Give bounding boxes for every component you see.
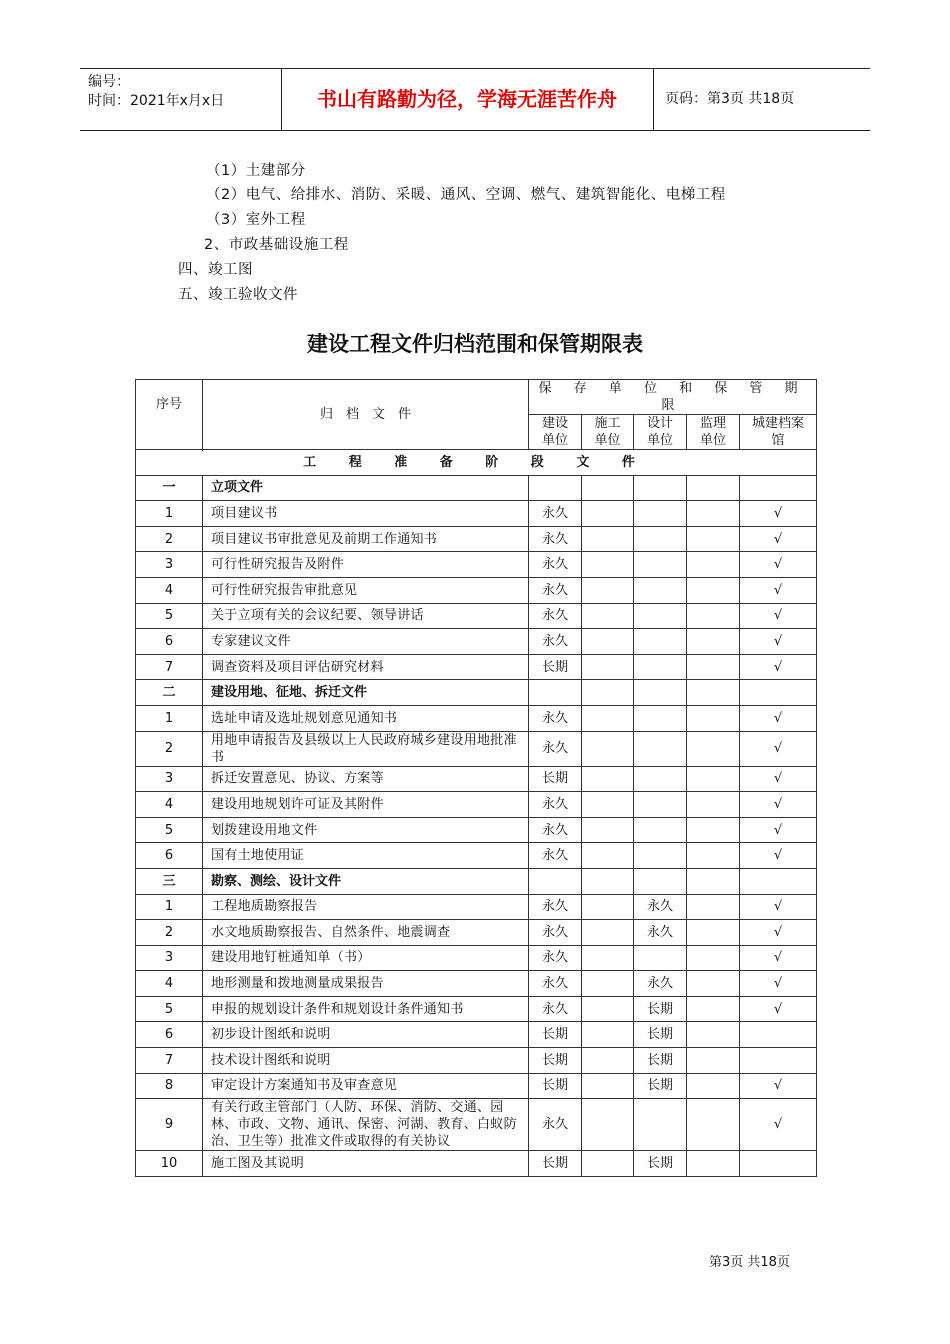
table-row: [136, 945, 817, 971]
header-meta: [88, 73, 224, 111]
cell-design: [634, 792, 687, 818]
outline-item: 四、竣工图: [178, 262, 253, 278]
cell-builder: [582, 996, 634, 1022]
cell-supervision: [687, 1073, 740, 1099]
row-document: 审定设计方案通知书及审查意见: [203, 1073, 529, 1099]
row-number: 3: [136, 945, 203, 971]
cell-archive: √: [740, 843, 817, 869]
section-row: [136, 475, 817, 501]
cell-construction: 永久: [529, 996, 582, 1022]
cell-archive: √: [740, 792, 817, 818]
cell-supervision: [687, 945, 740, 971]
row-number: 1: [136, 501, 203, 527]
cell-design: [634, 705, 687, 731]
cell-design: [634, 552, 687, 578]
cell-supervision: [687, 1022, 740, 1048]
row-document: 国有土地使用证: [203, 843, 529, 869]
unit-header-design: 设计 单位: [634, 415, 687, 450]
cell-builder: [582, 577, 634, 603]
empty-cell: [687, 680, 740, 706]
cell-supervision: [687, 705, 740, 731]
unit-header-supervision: 监理 单位: [687, 415, 740, 450]
cell-construction: 永久: [529, 843, 582, 869]
cell-supervision: [687, 577, 740, 603]
row-number: 5: [136, 603, 203, 629]
cell-archive: √: [740, 996, 817, 1022]
unit-header-archive: 城建档案 馆: [740, 415, 817, 450]
row-document: 建设用地规划许可证及其附件: [203, 792, 529, 818]
cell-archive: [740, 1022, 817, 1048]
row-number: 5: [136, 996, 203, 1022]
table-row: [136, 705, 817, 731]
cell-builder: [582, 629, 634, 655]
empty-cell: [687, 475, 740, 501]
cell-archive: √: [740, 920, 817, 946]
cell-design: 长期: [634, 1151, 687, 1177]
cell-design: 长期: [634, 1022, 687, 1048]
cell-construction: 长期: [529, 1048, 582, 1074]
cell-supervision: [687, 817, 740, 843]
cell-builder: [582, 552, 634, 578]
row-number: 8: [136, 1073, 203, 1099]
table-row: [136, 766, 817, 792]
row-number: 1: [136, 705, 203, 731]
cell-design: 永久: [634, 894, 687, 920]
row-document: 建设用地钉桩通知单（书）: [203, 945, 529, 971]
cell-builder: [582, 945, 634, 971]
section-number: 三: [136, 868, 203, 894]
row-document: 水文地质勘察报告、自然条件、地震调查: [203, 920, 529, 946]
row-document: 施工图及其说明: [203, 1151, 529, 1177]
section-title: 勘察、测绘、设计文件: [203, 868, 529, 894]
cell-construction: 永久: [529, 501, 582, 527]
row-document: 调查资料及项目评估研究材料: [203, 654, 529, 680]
section-number: 二: [136, 680, 203, 706]
cell-supervision: [687, 1099, 740, 1151]
cell-construction: 永久: [529, 552, 582, 578]
cell-construction: 长期: [529, 1073, 582, 1099]
table-row: [136, 552, 817, 578]
cell-design: [634, 731, 687, 766]
stage-title: 工 程 准 备 阶 段 文 件: [136, 450, 817, 476]
page-footer: 第3页 共18页: [709, 1255, 790, 1270]
row-document: 工程地质勘察报告: [203, 894, 529, 920]
row-document: 划拨建设用地文件: [203, 817, 529, 843]
cell-archive: [740, 1048, 817, 1074]
cell-supervision: [687, 603, 740, 629]
row-document: 关于立项有关的会议纪要、领导讲话: [203, 603, 529, 629]
section-row: [136, 868, 817, 894]
table-row: [136, 526, 817, 552]
cell-builder: [582, 1048, 634, 1074]
cell-archive: √: [740, 577, 817, 603]
table-row: [136, 971, 817, 997]
cell-design: 长期: [634, 996, 687, 1022]
cell-design: [634, 817, 687, 843]
table-row: [136, 996, 817, 1022]
row-number: 4: [136, 577, 203, 603]
row-number: 7: [136, 1048, 203, 1074]
table-row: [136, 1151, 817, 1177]
cell-design: 永久: [634, 920, 687, 946]
cell-archive: √: [740, 654, 817, 680]
cell-design: [634, 654, 687, 680]
cell-builder: [582, 603, 634, 629]
row-number: 4: [136, 971, 203, 997]
cell-design: [634, 843, 687, 869]
cell-builder: [582, 501, 634, 527]
section-number: 一: [136, 475, 203, 501]
cell-supervision: [687, 996, 740, 1022]
row-document: 技术设计图纸和说明: [203, 1048, 529, 1074]
archive-table: [135, 379, 817, 1177]
cell-construction: 长期: [529, 1151, 582, 1177]
empty-cell: [529, 680, 582, 706]
cell-archive: √: [740, 971, 817, 997]
row-number: 2: [136, 526, 203, 552]
cell-design: [634, 603, 687, 629]
cell-construction: 永久: [529, 971, 582, 997]
header-number: 编号：: [88, 74, 130, 90]
cell-design: 长期: [634, 1073, 687, 1099]
cell-supervision: [687, 1151, 740, 1177]
table-row: [136, 501, 817, 527]
header-motto: 书山有路勤为径，学海无涯苦作舟: [317, 87, 617, 111]
cell-supervision: [687, 654, 740, 680]
cell-construction: 永久: [529, 603, 582, 629]
cell-archive: √: [740, 1073, 817, 1099]
cell-construction: 永久: [529, 945, 582, 971]
cell-supervision: [687, 629, 740, 655]
row-document: 项目建议书审批意见及前期工作通知书: [203, 526, 529, 552]
outline-item: 五、竣工验收文件: [178, 287, 298, 303]
empty-cell: [634, 868, 687, 894]
cell-construction: 长期: [529, 654, 582, 680]
row-number: 3: [136, 552, 203, 578]
section-title: 立项文件: [203, 475, 529, 501]
table-row: [136, 603, 817, 629]
table-row: [136, 1073, 817, 1099]
cell-supervision: [687, 971, 740, 997]
cell-design: [634, 945, 687, 971]
empty-cell: [740, 868, 817, 894]
cell-design: [634, 1099, 687, 1151]
table-row: [136, 894, 817, 920]
cell-builder: [582, 843, 634, 869]
cell-design: [634, 577, 687, 603]
cell-construction: 永久: [529, 705, 582, 731]
unit-header-construction: 建设 单位: [529, 415, 582, 450]
cell-archive: √: [740, 731, 817, 766]
cell-builder: [582, 526, 634, 552]
cell-archive: [740, 1151, 817, 1177]
cell-construction: 永久: [529, 577, 582, 603]
col-header-seq: 序号: [136, 380, 203, 450]
col-header-doc: 归 档 文 件: [203, 380, 529, 450]
cell-builder: [582, 654, 634, 680]
cell-construction: 永久: [529, 894, 582, 920]
empty-cell: [529, 475, 582, 501]
outline-item: （2）电气、给排水、消防、采暖、通风、空调、燃气、建筑智能化、电梯工程: [206, 187, 726, 203]
cell-builder: [582, 1151, 634, 1177]
row-number: 6: [136, 1022, 203, 1048]
cell-archive: √: [740, 1099, 817, 1151]
row-number: 1: [136, 894, 203, 920]
cell-construction: 永久: [529, 817, 582, 843]
cell-archive: √: [740, 766, 817, 792]
cell-archive: √: [740, 945, 817, 971]
header-time: 时间：2021年x月x日: [88, 93, 225, 109]
row-number: 3: [136, 766, 203, 792]
cell-construction: 长期: [529, 1022, 582, 1048]
cell-archive: √: [740, 501, 817, 527]
row-document: 可行性研究报告审批意见: [203, 577, 529, 603]
row-number: 9: [136, 1099, 203, 1151]
cell-supervision: [687, 526, 740, 552]
cell-construction: 永久: [529, 526, 582, 552]
table-row: [136, 731, 817, 766]
row-number: 6: [136, 843, 203, 869]
row-document: 初步设计图纸和说明: [203, 1022, 529, 1048]
row-document: 项目建议书: [203, 501, 529, 527]
cell-design: 长期: [634, 1048, 687, 1074]
empty-cell: [582, 475, 634, 501]
row-document: 拆迁安置意见、协议、方案等: [203, 766, 529, 792]
cell-builder: [582, 971, 634, 997]
table-header-row: [136, 380, 817, 415]
cell-supervision: [687, 731, 740, 766]
table-row: [136, 817, 817, 843]
cell-construction: 永久: [529, 792, 582, 818]
cell-archive: √: [740, 629, 817, 655]
row-document: 专家建议文件: [203, 629, 529, 655]
col-header-group: 保 存 单 位 和 保 管 期 限: [529, 380, 817, 415]
cell-supervision: [687, 894, 740, 920]
table-row: [136, 654, 817, 680]
cell-design: [634, 501, 687, 527]
cell-builder: [582, 792, 634, 818]
stage-row: [136, 450, 817, 476]
cell-builder: [582, 920, 634, 946]
table-row: [136, 920, 817, 946]
table-row: [136, 792, 817, 818]
cell-archive: √: [740, 817, 817, 843]
cell-design: [634, 766, 687, 792]
outline-item: 2、市政基础设施工程: [204, 237, 349, 253]
section-row: [136, 680, 817, 706]
cell-builder: [582, 705, 634, 731]
table-row: [136, 629, 817, 655]
table-title: 建设工程文件归档范围和保管期限表: [307, 332, 643, 356]
row-number: 2: [136, 920, 203, 946]
empty-cell: [740, 680, 817, 706]
row-number: 2: [136, 731, 203, 766]
cell-construction: 永久: [529, 629, 582, 655]
cell-supervision: [687, 766, 740, 792]
table-row: [136, 843, 817, 869]
row-number: 7: [136, 654, 203, 680]
row-number: 4: [136, 792, 203, 818]
cell-construction: 永久: [529, 731, 582, 766]
empty-cell: [740, 475, 817, 501]
empty-cell: [687, 868, 740, 894]
cell-construction: 长期: [529, 766, 582, 792]
outline-item: （3）室外工程: [206, 212, 306, 228]
table-row: [136, 577, 817, 603]
cell-builder: [582, 1099, 634, 1151]
cell-supervision: [687, 501, 740, 527]
cell-builder: [582, 731, 634, 766]
cell-archive: √: [740, 705, 817, 731]
row-document: 选址申请及选址规划意见通知书: [203, 705, 529, 731]
section-title: 建设用地、征地、拆迁文件: [203, 680, 529, 706]
cell-archive: √: [740, 526, 817, 552]
header-divider: [653, 69, 654, 130]
table-row: [136, 1022, 817, 1048]
cell-builder: [582, 894, 634, 920]
header-page-info: 页码：第3页 共18页: [665, 91, 795, 107]
row-number: 6: [136, 629, 203, 655]
row-number: 5: [136, 817, 203, 843]
empty-cell: [529, 868, 582, 894]
empty-cell: [582, 868, 634, 894]
cell-builder: [582, 766, 634, 792]
cell-supervision: [687, 1048, 740, 1074]
empty-cell: [634, 475, 687, 501]
cell-supervision: [687, 843, 740, 869]
row-document: 申报的规划设计条件和规划设计条件通知书: [203, 996, 529, 1022]
cell-builder: [582, 817, 634, 843]
cell-builder: [582, 1022, 634, 1048]
table-row: [136, 1099, 817, 1151]
row-document: 地形测量和拨地测量成果报告: [203, 971, 529, 997]
cell-construction: 永久: [529, 920, 582, 946]
cell-archive: √: [740, 552, 817, 578]
cell-supervision: [687, 920, 740, 946]
table-row: [136, 1048, 817, 1074]
row-number: 10: [136, 1151, 203, 1177]
cell-design: [634, 526, 687, 552]
cell-construction: 永久: [529, 1099, 582, 1151]
cell-supervision: [687, 792, 740, 818]
outline-item: （1）土建部分: [206, 163, 306, 179]
cell-archive: √: [740, 894, 817, 920]
cell-design: [634, 629, 687, 655]
page-header: [80, 68, 870, 131]
cell-builder: [582, 1073, 634, 1099]
row-document: 用地申请报告及县级以上人民政府城乡建设用地批准书: [203, 731, 529, 766]
cell-design: 永久: [634, 971, 687, 997]
row-document: 可行性研究报告及附件: [203, 552, 529, 578]
row-document: 有关行政主管部门（人防、环保、消防、交通、园林、市政、文物、通讯、保密、河湖、教育、白蚁防治、卫生等）批准文件或取得的有关协议: [203, 1099, 529, 1151]
empty-cell: [582, 680, 634, 706]
cell-supervision: [687, 552, 740, 578]
empty-cell: [634, 680, 687, 706]
cell-archive: √: [740, 603, 817, 629]
unit-header-builder: 施工 单位: [582, 415, 634, 450]
